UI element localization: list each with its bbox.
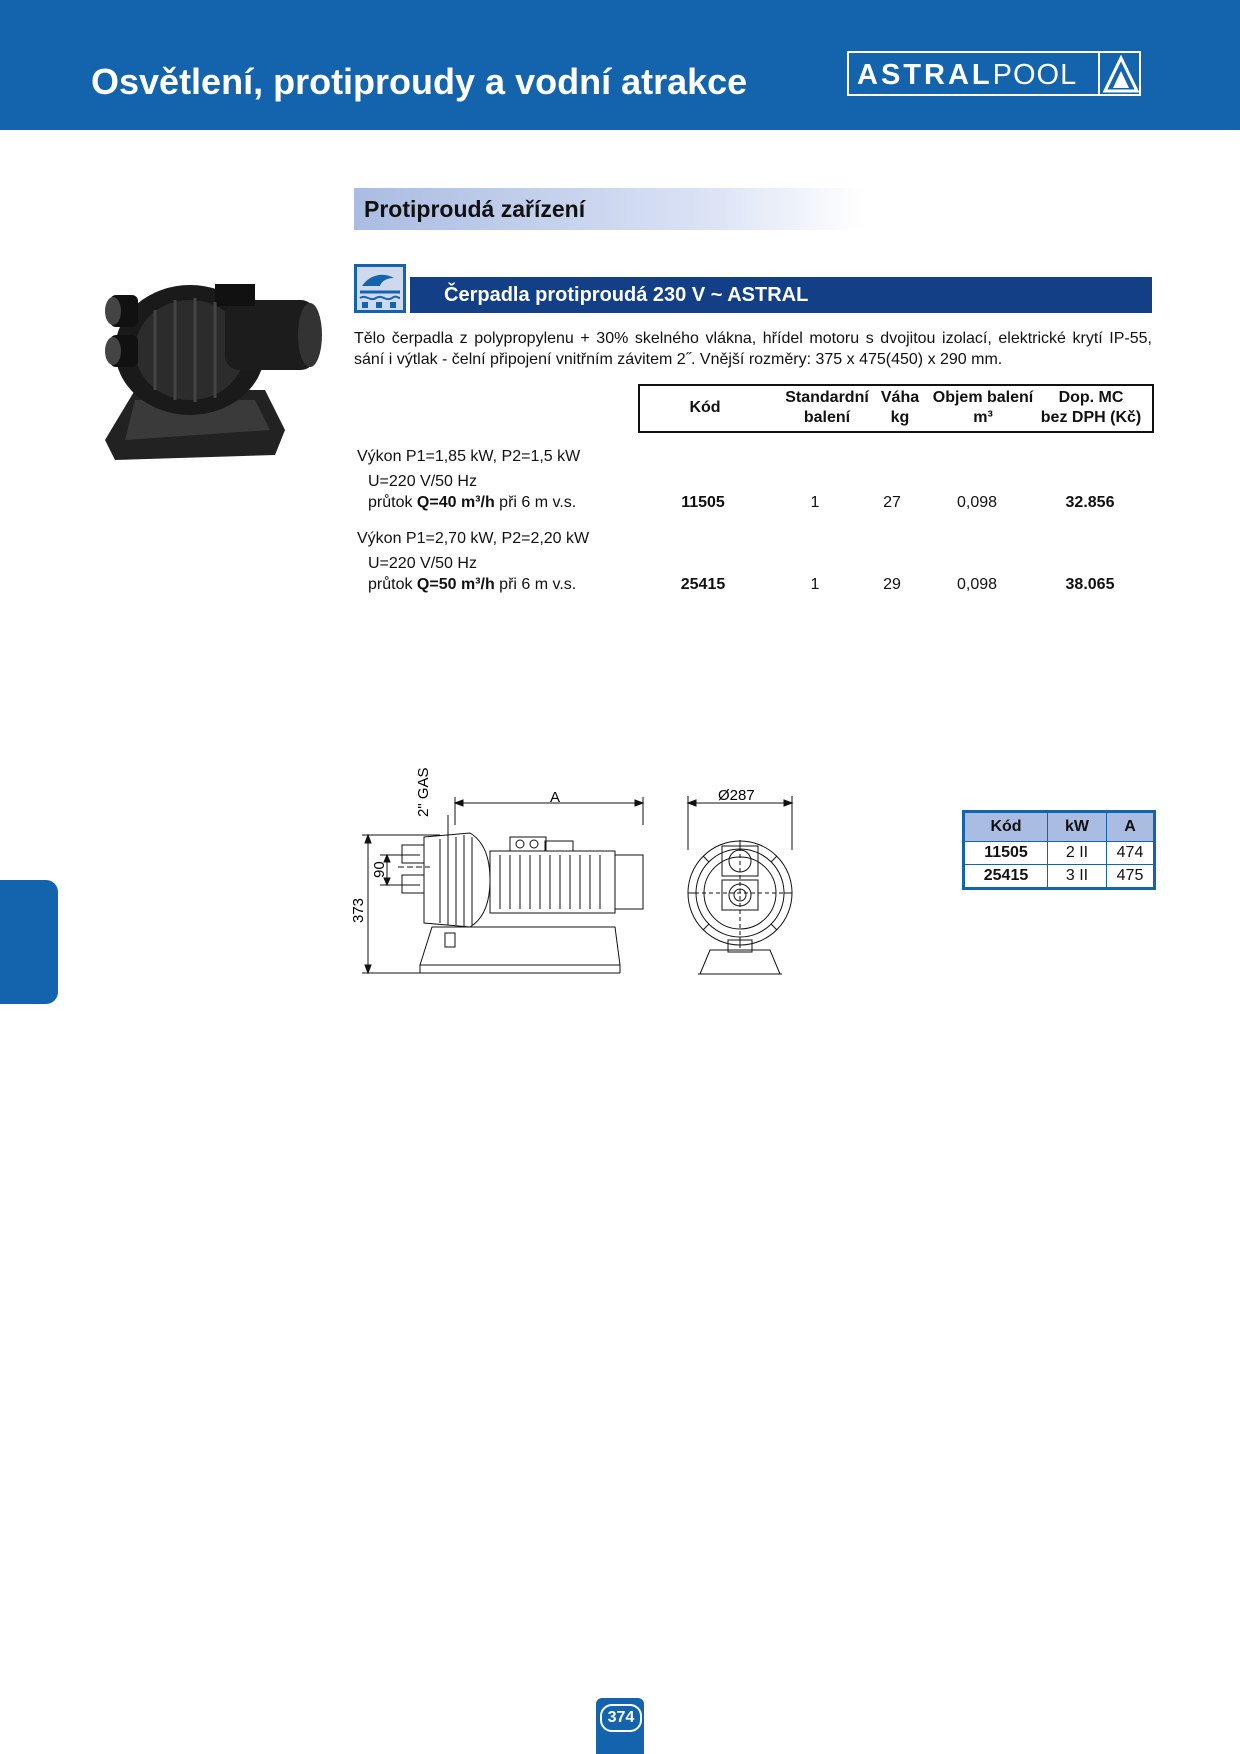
dim-row1-a: 474 bbox=[1107, 842, 1155, 865]
header-volume: Objem balení m³ bbox=[932, 389, 1034, 426]
row2-power: Výkon P1=2,70 kW, P2=2,20 kW bbox=[357, 530, 590, 547]
table-row bbox=[964, 842, 1155, 865]
dim-row2-a: 475 bbox=[1107, 865, 1155, 889]
dim-row2-kw: 3 II bbox=[1048, 865, 1107, 889]
row1-price: 32.856 bbox=[1065, 494, 1115, 511]
row2-weight: 29 bbox=[883, 576, 901, 593]
astralpool-logo bbox=[847, 51, 1141, 96]
header-std-pack: Standardní balení bbox=[785, 389, 869, 426]
dimension-table-header bbox=[964, 812, 1155, 842]
section-title: Protiproudá zařízení bbox=[364, 196, 586, 222]
dim-label-gas: 2" GAS bbox=[415, 767, 432, 817]
spec-table-header bbox=[638, 384, 1154, 433]
dim-row2-code: 25415 bbox=[964, 865, 1048, 889]
row1-weight: 27 bbox=[883, 494, 901, 511]
header-weight: Váha kg bbox=[880, 389, 920, 426]
row2-flow: průtok Q=50 m³/h při 6 m v.s. bbox=[368, 576, 577, 593]
dim-row1-kw: 2 II bbox=[1048, 842, 1107, 865]
logo-text: ASTRALPOOL bbox=[857, 59, 1078, 91]
dim-header-code: Kód bbox=[964, 812, 1048, 842]
page-title: Osvětlení, protiproudy a vodní atrakce bbox=[91, 61, 748, 102]
product-title: Čerpadla protiproudá 230 V ~ ASTRAL bbox=[444, 284, 809, 306]
page-header bbox=[0, 0, 1240, 130]
pump-photo bbox=[95, 270, 325, 460]
row2-code: 25415 bbox=[680, 576, 726, 593]
row2-price: 38.065 bbox=[1065, 576, 1115, 593]
pump-front-drawing bbox=[680, 780, 800, 980]
page-number-tab bbox=[596, 1698, 644, 1754]
counter-current-icon bbox=[354, 264, 406, 313]
row1-pack: 1 bbox=[810, 494, 820, 511]
row1-code: 11505 bbox=[681, 494, 725, 511]
row1-volume: 0,098 bbox=[956, 494, 998, 511]
row1-flow: průtok Q=40 m³/h při 6 m v.s. bbox=[368, 494, 577, 511]
dim-header-a: A bbox=[1107, 812, 1155, 842]
dim-header-kw: kW bbox=[1048, 812, 1107, 842]
dimension-table bbox=[962, 810, 1156, 890]
header-code: Kód bbox=[689, 399, 721, 416]
row2-voltage: U=220 V/50 Hz bbox=[368, 555, 477, 572]
pump-side-drawing bbox=[340, 755, 650, 985]
row2-volume: 0,098 bbox=[956, 576, 998, 593]
chapter-side-tab bbox=[0, 880, 58, 1004]
product-description: Tělo čerpadla z polypropylenu + 30% skelného vlákna, hřídel motoru s dvojitou izolací, elektrické krytí IP-55, sání i výtlak - čelní připojení vnitřním závitem 2˝. Vnější rozměry: 375 x 475(450) x 290 mm. bbox=[354, 330, 1152, 368]
dim-label-373: 373 bbox=[350, 897, 367, 923]
dim-row1-code: 11505 bbox=[964, 842, 1048, 865]
dim-label-90: 90 bbox=[371, 861, 388, 878]
logo-triangle-icon bbox=[1103, 55, 1139, 93]
dim-label-a: A bbox=[550, 789, 561, 806]
product-title-bar bbox=[410, 277, 1152, 313]
logo-divider bbox=[1098, 53, 1100, 94]
row1-power: Výkon P1=1,85 kW, P2=1,5 kW bbox=[357, 448, 581, 465]
dim-label-diameter: Ø287 bbox=[718, 787, 755, 804]
header-price: Dop. MC bez DPH (Kč) bbox=[1040, 389, 1142, 426]
page-number: 374 bbox=[600, 1704, 642, 1732]
row1-voltage: U=220 V/50 Hz bbox=[368, 473, 477, 490]
section-band bbox=[354, 188, 864, 230]
table-row bbox=[964, 865, 1155, 889]
row2-pack: 1 bbox=[810, 576, 820, 593]
